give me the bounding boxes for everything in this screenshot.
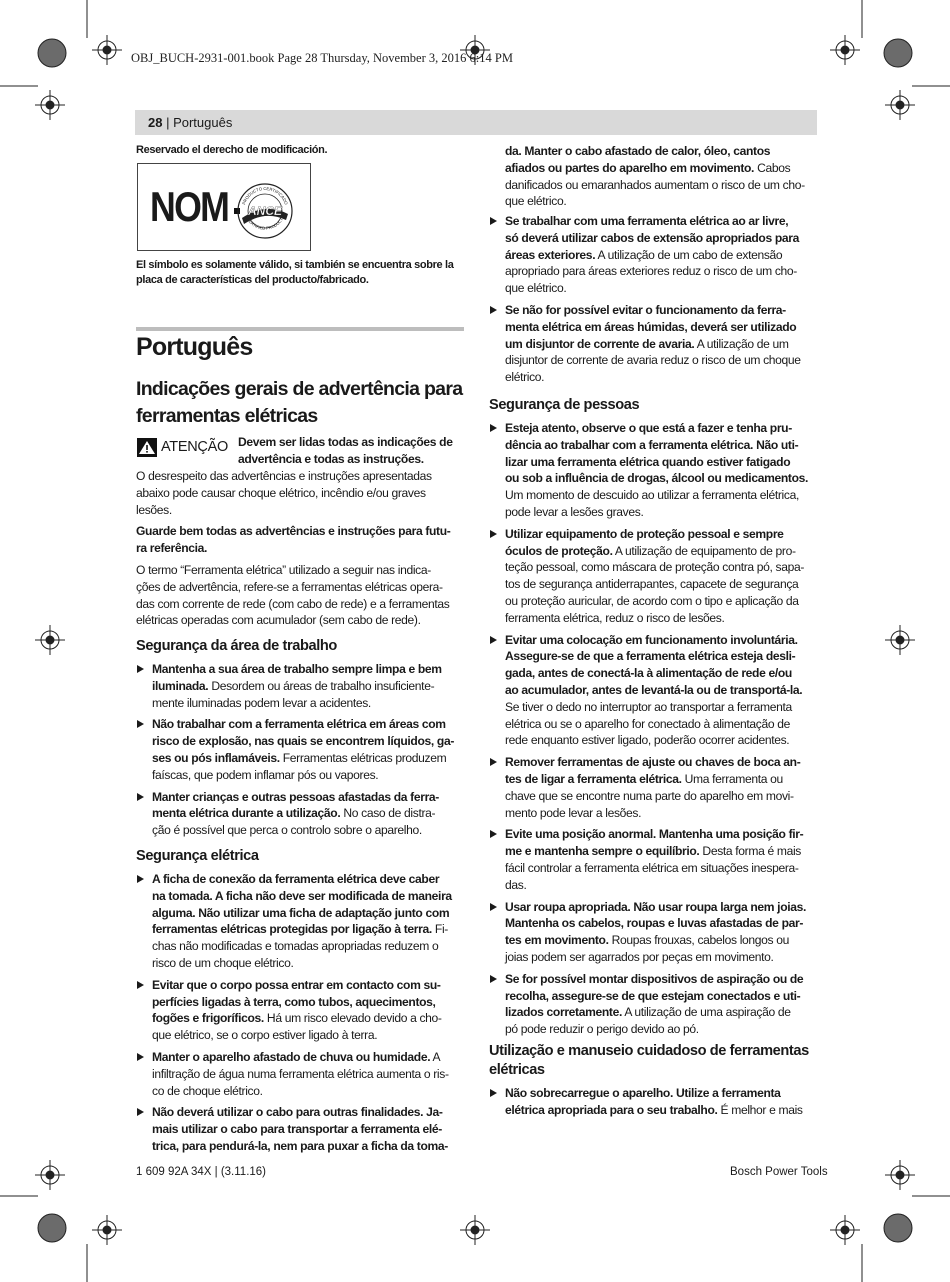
symbol-note (136, 258, 466, 288)
item-line-bold: me e mantenha sempre o equilíbrio. (505, 844, 700, 859)
item-line-bold: ses ou pós inflamáveis. (152, 750, 280, 765)
item-line (505, 932, 824, 949)
item-line (505, 988, 824, 1005)
item-line (505, 454, 824, 471)
item-line-text: ferramenta elétrica, reduz o risco de lesões. (505, 610, 725, 625)
item-line-text: ção é possível que perca o controlo sobre o aparelho. (152, 823, 422, 838)
item-line-bold: gada, antes de conectá-la à alimentação de rede e/ou (505, 666, 792, 681)
bullet-triangle-icon (490, 1089, 497, 1097)
bullet-triangle-icon (137, 875, 144, 883)
electric-list-2 (489, 213, 824, 386)
item-line-bold: menta elétrica em áreas húmidas, deverá ser utilizado (505, 319, 797, 334)
item-line (152, 805, 471, 822)
item-line-text: Se tiver o dedo no interruptor ao transportar a ferramenta (505, 699, 792, 714)
item-line (505, 143, 824, 160)
item-line-text: mento pode levar a lesões. (505, 805, 642, 820)
header-separator: | (162, 115, 174, 130)
item-line (505, 420, 824, 437)
item-line-bold: Manter crianças e outras pessoas afastadas da ferra- (152, 789, 439, 804)
footer-right: Bosch Power Tools (730, 1166, 828, 1178)
bullet-triangle-icon (490, 975, 497, 983)
page-number: 28 (148, 115, 163, 130)
list-item (489, 526, 824, 627)
item-line (152, 695, 471, 712)
reserved-note: Reservado el derecho de modificación. (136, 144, 328, 156)
list-item (136, 871, 471, 972)
item-line (505, 826, 824, 843)
list-item (136, 977, 471, 1044)
item-line (152, 822, 471, 839)
list-item (489, 302, 824, 386)
list-item (136, 1049, 471, 1099)
item-line-bold: ou sob a influência de drogas, álcool ou medicamentos. (505, 471, 808, 486)
item-line-bold: Evitar que o corpo possa entrar em contacto com su- (152, 977, 441, 992)
item-line-bold: Não trabalhar com a ferramenta elétrica em áreas com (152, 717, 446, 732)
item-line (152, 888, 471, 905)
item-line-bold: lizados corretamente. (505, 1005, 622, 1020)
page-header-bar (135, 110, 817, 135)
item-line (152, 905, 471, 922)
list-item (136, 789, 471, 839)
item-line-bold: tes em movimento. (505, 933, 609, 948)
item-line (505, 716, 824, 733)
list-item (136, 716, 471, 783)
item-line (505, 805, 824, 822)
item-line-text: teção pessoal, como máscara de proteção contra pó, sapa- (505, 560, 805, 575)
item-line-text: que elétrico. (505, 281, 567, 296)
item-line (505, 682, 824, 699)
para-line: ções de advertência, refere-se a ferramentas elétricas opera- (136, 579, 443, 594)
item-line (505, 177, 824, 194)
list-item (489, 1085, 824, 1119)
bullet-triangle-icon (137, 665, 144, 673)
main-heading-line: ferramentas elétricas (136, 405, 318, 427)
item-line-text: A utilização de uma aspiração de (622, 1005, 791, 1020)
item-line (152, 938, 471, 955)
list-item (489, 899, 824, 966)
item-line (505, 559, 824, 576)
item-line (505, 437, 824, 454)
para-line: elétricas operadas com acumulador (sem cabo de rede). (136, 613, 421, 628)
bullet-triangle-icon (137, 793, 144, 801)
item-line-text: chave que se encontre numa parte do aparelho em movi- (505, 788, 794, 803)
item-line (152, 1104, 471, 1121)
item-line-bold: menta elétrica durante a utilização. (152, 806, 341, 821)
item-line-text: das. (505, 877, 527, 892)
item-line (505, 504, 824, 521)
bullet-triangle-icon (490, 636, 497, 644)
item-line (505, 915, 824, 932)
para-line: das com corrente de rede (com cabo de rede) e a ferramentas (136, 596, 450, 611)
item-line (152, 767, 471, 784)
item-line (152, 678, 471, 695)
ance-seal (236, 182, 294, 240)
item-line (505, 899, 824, 916)
item-line (505, 843, 824, 860)
bullet-triangle-icon (137, 1108, 144, 1116)
item-line (152, 1049, 471, 1066)
main-heading (136, 376, 471, 430)
para-line: O termo “Ferramenta elétrica” utilizado a seguir nas indica- (136, 562, 431, 577)
item-line-text: A utilização de equipamento de pro- (612, 543, 796, 558)
certification-logo (137, 163, 311, 251)
item-line (505, 302, 824, 319)
bullet-triangle-icon (137, 720, 144, 728)
item-line-bold: na tomada. A ficha não deve ser modificada de maneira (152, 888, 452, 903)
item-line (152, 994, 471, 1011)
header-section: Português (173, 115, 233, 130)
use-list (489, 1085, 824, 1119)
item-line (152, 977, 471, 994)
work-list (136, 661, 471, 839)
item-line (505, 487, 824, 504)
item-line-bold: mais utilizar o cabo para transportar a ferramenta elé- (152, 1122, 442, 1137)
item-line-bold: Esteja atento, observe o que está a fazer e tenha pru- (505, 421, 792, 435)
section-heading-work: Segurança da área de trabalho (136, 638, 337, 654)
item-line (152, 1083, 471, 1100)
item-line-bold: óculos de proteção. (505, 543, 613, 558)
item-line-text: que elétrico. (505, 194, 567, 209)
warning-line: Devem ser lidas todas as indicações de (238, 435, 453, 449)
item-line (505, 1004, 824, 1021)
item-line-bold: só deverá utilizar cabos de extensão apropriados para (505, 230, 799, 245)
item-line-text: faíscas, que podem inflamar pós ou vapores. (152, 767, 379, 782)
item-line (152, 1121, 471, 1138)
list-item (489, 971, 824, 1038)
warning-triangle-icon (137, 438, 157, 457)
item-line (505, 788, 824, 805)
item-line-bold: elétrica apropriada para o seu trabalho. (505, 1102, 718, 1117)
section-heading-electric: Segurança elétrica (136, 848, 259, 864)
list-item (489, 826, 824, 893)
item-line-text: elétrico. (505, 370, 545, 385)
item-line-text: co de choque elétrico. (152, 1083, 263, 1098)
footer-left: 1 609 92A 34X | (3.11.16) (136, 1166, 267, 1178)
item-line-text: Desordem ou áreas de trabalho insuficiente- (208, 678, 435, 693)
item-line-bold: dência ao trabalhar com a ferramenta elétrica. Não uti- (505, 437, 799, 452)
item-line-text: ou proteção auricular, de acordo com o tipo e aplicação da (505, 593, 799, 608)
section-heading-people: Segurança de pessoas (489, 397, 640, 413)
item-line (505, 732, 824, 749)
page-header (148, 115, 232, 130)
print-slug: OBJ_BUCH-2931-001.book Page 28 Thursday, November 3, 2016 6:14 PM (131, 51, 513, 65)
item-line (152, 1066, 471, 1083)
item-line (505, 230, 824, 247)
item-line (505, 648, 824, 665)
item-line-bold: Evite uma posição anormal. Mantenha uma posição fir- (505, 827, 804, 842)
item-line-text: Desta forma é mais (699, 844, 801, 859)
item-line-bold: fogões e frigoríficos. (152, 1011, 264, 1026)
item-line (505, 213, 824, 230)
item-line (505, 470, 824, 487)
item-line (505, 543, 824, 560)
item-line-bold: Se for possível montar dispositivos de aspiração ou de (505, 971, 804, 986)
item-line (152, 733, 471, 750)
item-line (505, 319, 824, 336)
item-line (505, 949, 824, 966)
item-line-bold: iluminada. (152, 678, 209, 693)
item-line-text: Ferramentas elétricas produzem (279, 750, 447, 765)
item-line-bold: Evitar uma colocação em funcionamento involuntária. (505, 632, 798, 647)
ance-ring-bottom: CERTIFIED PRODUCT (245, 216, 285, 231)
item-line-text: infiltração de água numa ferramenta elétrica aumenta o ris- (152, 1066, 449, 1081)
para-line: lesões. (136, 502, 172, 517)
item-line (505, 352, 824, 369)
language-title: Português (136, 333, 253, 361)
section-rule (136, 327, 464, 331)
item-line (505, 1085, 824, 1102)
item-line (505, 160, 824, 177)
item-line-bold: Mantenha os cabelos, roupas e luvas afastadas de par- (505, 916, 804, 931)
item-line (505, 576, 824, 593)
item-line-bold: Não deverá utilizar o cabo para outras finalidades. Ja- (152, 1105, 443, 1120)
list-item (489, 420, 824, 521)
warning-label: ATENÇÃO (161, 439, 228, 455)
item-line (505, 1102, 824, 1119)
item-line-bold: Manter o aparelho afastado de chuva ou humidade. (152, 1049, 431, 1064)
bullet-triangle-icon (490, 830, 497, 838)
item-line-text: A (430, 1049, 441, 1064)
item-line-bold: Se não for possível evitar o funcionamento da ferra- (505, 302, 786, 317)
item-line-text: rede enquanto estiver ligado, poderão ocorrer acidentes. (505, 733, 790, 748)
use-heading-line: elétricas (489, 1062, 545, 1078)
item-line (505, 610, 824, 627)
item-line-bold: ao acumulador, antes de levantá-la ou de transportá-la. (505, 682, 803, 697)
item-line-bold: Assegure-se de que a ferramenta elétrica esteja desli- (505, 649, 796, 664)
item-line-text: A utilização de um (694, 336, 789, 351)
item-line (505, 280, 824, 297)
item-line (152, 921, 471, 938)
item-line (505, 1021, 824, 1038)
main-heading-line: Indicações gerais de advertência para (136, 378, 463, 400)
item-line-text: A utilização de um cabo de extensão (595, 247, 783, 262)
item-line-text: pó pode reduzir o perigo devido ao pó. (505, 1022, 699, 1037)
item-line-bold: tes de ligar a ferramenta elétrica. (505, 771, 682, 786)
item-line-text: Roupas frouxas, cabelos longos ou (608, 933, 789, 948)
ance-text: ANCE (247, 204, 283, 218)
item-line-bold: afiados ou partes do aparelho em movimento. (505, 160, 755, 175)
item-line-text: Uma ferramenta ou (681, 771, 783, 786)
symbol-note-line: placa de características del producto/fabricado. (136, 274, 369, 286)
item-line (505, 699, 824, 716)
item-line-text: tos de segurança antiderrapantes, capacete de segurança (505, 577, 799, 592)
para-line: ra referência. (136, 541, 208, 556)
item-line-bold: Utilizar equipamento de proteção pessoal e sempre (505, 526, 784, 541)
list-item (489, 754, 824, 821)
item-line-text: mente iluminadas podem levar a acidentes. (152, 695, 371, 710)
item-line-text: disjuntor de corrente de avaria reduz o risco de um choque (505, 353, 801, 368)
item-line (505, 971, 824, 988)
item-line (505, 860, 824, 877)
ance-ring-top: PRODUCTO CERTIFICADO (241, 185, 289, 206)
item-line-bold: lizar uma ferramenta elétrica quando estiver fatigado (505, 454, 791, 469)
people-list (489, 420, 824, 1038)
item-line-bold: áreas exteriores. (505, 247, 596, 262)
item-line (152, 716, 471, 733)
item-line (505, 526, 824, 543)
item-line (152, 750, 471, 767)
bullet-triangle-icon (490, 903, 497, 911)
item-line (505, 877, 824, 894)
item-line-text: chas não modificadas e tomadas apropriadas reduzem o (152, 939, 439, 954)
item-line (152, 789, 471, 806)
item-line (152, 871, 471, 888)
item-line (505, 336, 824, 353)
warning-text (238, 434, 468, 468)
item-line-bold: Remover ferramentas de ajuste ou chaves de boca an- (505, 755, 801, 770)
symbol-note-line: El símbolo es solamente válido, si también se encuentra sobre la (136, 259, 454, 271)
item-line-text: danificados ou emaranhados aumentam o risco de um cho- (505, 177, 805, 192)
item-line-bold: recolha, assegure-se de que estejam conectados e uti- (505, 988, 801, 1003)
bullet-triangle-icon (490, 217, 497, 225)
item-line (505, 632, 824, 649)
item-line-text: fácil controlar a ferramenta elétrica em situações inespera- (505, 860, 799, 875)
para-line: O desrespeito das advertências e instruções apresentadas (136, 469, 432, 483)
item-line-text: joias podem ser agarrados por peças em movimento. (505, 949, 774, 964)
bullet-triangle-icon (137, 981, 144, 989)
item-line-bold: da. Manter o cabo afastado de calor, óleo, cantos (505, 144, 771, 158)
nom-logo: NOM (150, 183, 229, 230)
item-line-bold: trica, para pendurá-la, nem para puxar a ficha da toma- (152, 1138, 448, 1153)
warning-line: advertência e todas as instruções. (238, 451, 424, 466)
left-column (136, 142, 466, 159)
item-line (505, 771, 824, 788)
item-line-bold: ferramentas elétricas protegidas por ligação à terra. (152, 922, 432, 937)
item-line-text: É melhor e mais (717, 1102, 803, 1117)
item-line (505, 754, 824, 771)
use-heading-line: Utilização e manuseio cuidadoso de ferramentas (489, 1043, 809, 1059)
list-item (489, 213, 824, 297)
item-line (152, 1138, 471, 1155)
list-item-continued (489, 143, 824, 210)
item-line (505, 665, 824, 682)
item-line (505, 369, 824, 386)
list-item (136, 1104, 471, 1154)
item-line-text: apropriado para áreas exteriores reduz o risco de um cho- (505, 264, 797, 279)
intro-paragraphs (136, 468, 471, 629)
item-line-text: elétrica ou se o aparelho for conectado à alimentação de (505, 716, 790, 731)
item-line (152, 1010, 471, 1027)
item-line-text: Cabos (754, 160, 791, 175)
item-line-bold: A ficha de conexão da ferramenta elétrica deve caber (152, 872, 440, 886)
item-line-bold: Não sobrecarregue o aparelho. Utilize a ferramenta (505, 1086, 781, 1100)
electric-list (136, 871, 471, 1155)
item-line-bold: perfícies ligadas à terra, como tubos, aquecimentos, (152, 994, 436, 1009)
item-line-text: pode levar a lesões graves. (505, 504, 644, 519)
item-line (505, 263, 824, 280)
para-line: Guarde bem todas as advertências e instruções para futu- (136, 524, 451, 539)
item-line-bold: alguma. Não utilizar uma ficha de adaptação junto com (152, 905, 450, 920)
item-line-bold: um disjuntor de corrente de avaria. (505, 336, 695, 351)
bullet-triangle-icon (490, 424, 497, 432)
para-line: abaixo pode causar choque elétrico, incêndio e/ou graves (136, 485, 426, 500)
item-line-text: Há um risco elevado devido a cho- (263, 1011, 442, 1026)
item-line (152, 955, 471, 972)
bullet-triangle-icon (137, 1053, 144, 1061)
bullet-triangle-icon (490, 758, 497, 766)
section-heading-use (489, 1042, 824, 1080)
item-line (505, 247, 824, 264)
item-line-text: Fi- (431, 922, 448, 937)
item-line-bold: risco de explosão, nas quais se encontrem líquidos, ga- (152, 734, 454, 749)
item-line-bold: Se trabalhar com uma ferramenta elétrica ao ar livre, (505, 214, 789, 228)
item-line-text: risco de um choque elétrico. (152, 955, 294, 970)
continued-item (489, 143, 824, 210)
bullet-triangle-icon (490, 306, 497, 314)
item-line (505, 593, 824, 610)
list-item (136, 661, 471, 711)
item-line-text: No caso de distra- (340, 806, 436, 821)
item-line (505, 193, 824, 210)
item-line (152, 1027, 471, 1044)
item-line (152, 661, 471, 678)
item-line-bold: Usar roupa apropriada. Não usar roupa larga nem joias. (505, 899, 807, 914)
bullet-triangle-icon (490, 530, 497, 538)
list-item (489, 632, 824, 750)
item-line-text: que elétrico, se o corpo estiver ligado à terra. (152, 1028, 378, 1043)
item-line-text: Um momento de descuido ao utilizar a ferramenta elétrica, (505, 488, 799, 503)
item-line-bold: Mantenha a sua área de trabalho sempre limpa e bem (152, 662, 442, 676)
